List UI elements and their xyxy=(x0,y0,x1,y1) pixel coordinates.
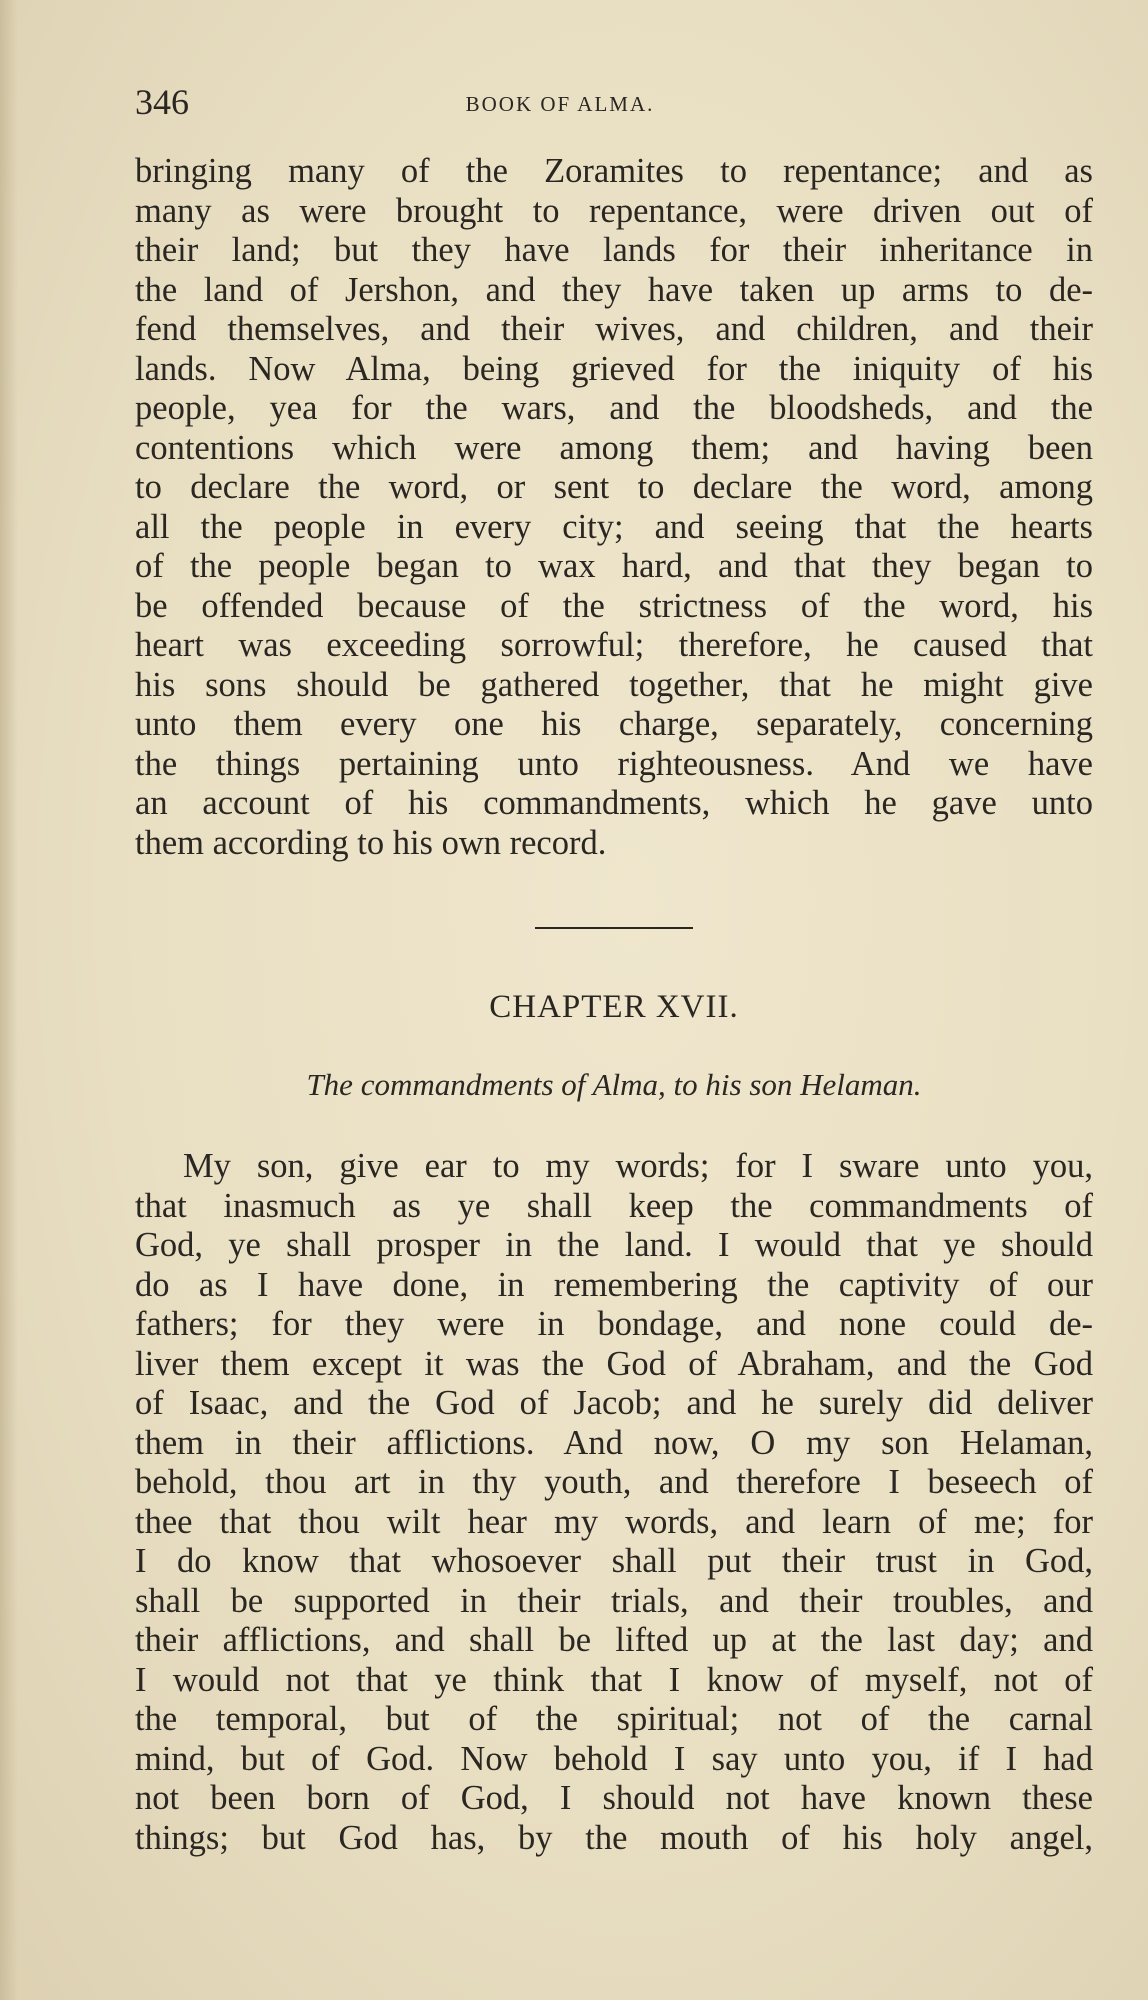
text-line: thee that thou wilt hear my words, and learn of me; for xyxy=(135,1502,1093,1541)
text-line: behold, thou art in thy youth, and therefore I beseech of xyxy=(135,1463,1093,1501)
text-line: of Isaac, and the God of Jacob; and he surely did deliver xyxy=(135,1384,1093,1422)
text-line: the land of Jershon, and they have taken up arms to de- xyxy=(135,270,1093,309)
paragraph-continuation xyxy=(135,152,1093,863)
text-line: many as were brought to repentance, were driven out of xyxy=(135,191,1093,230)
text-line: that inasmuch as ye shall keep the commandments of xyxy=(135,1186,1093,1225)
text-line: them in their afflictions. And now, O my son Helaman, xyxy=(135,1423,1093,1462)
text-line: the things pertaining unto righteousness. And we have xyxy=(135,744,1093,783)
text-line: bringing many of the Zoramites to repentance; and as xyxy=(135,152,1093,190)
text-line: to declare the word, or sent to declare the word, among xyxy=(135,468,1093,506)
running-head xyxy=(135,82,1095,122)
page-number: 346 xyxy=(135,82,189,122)
chapter-title: CHAPTER XVII. xyxy=(489,989,739,1025)
text-line: of the people began to wax hard, and that they began to xyxy=(135,547,1093,585)
text-line: them according to his own record. xyxy=(135,823,607,862)
text-line: I would not that ye think that I know of myself, not of xyxy=(135,1660,1093,1699)
text-line: God, ye shall prosper in the land. I would that ye should xyxy=(135,1226,1093,1264)
page-edge-shadow xyxy=(0,0,18,2000)
text-line: not been born of God, I should not have known these xyxy=(135,1779,1093,1817)
text-line: their afflictions, and shall be lifted up at the last day; and xyxy=(135,1621,1093,1659)
text-line: My son, give ear to my words; for I sware unto you, xyxy=(183,1147,1093,1185)
text-line: people, yea for the wars, and the bloodsheds, and the xyxy=(135,389,1093,427)
text-line: shall be supported in their trials, and their troubles, and xyxy=(135,1581,1093,1620)
text-line: mind, but of God. Now behold I say unto you, if I had xyxy=(135,1739,1093,1778)
text-line: liver them except it was the God of Abraham, and the God xyxy=(135,1344,1093,1383)
chapter-summary: The commandments of Alma, to his son Helaman. xyxy=(306,1067,922,1102)
text-line: contentions which were among them; and having been xyxy=(135,428,1093,467)
section-divider-rule xyxy=(535,927,693,929)
text-line: his sons should be gathered together, that he might give xyxy=(135,665,1093,704)
text-line: lands. Now Alma, being grieved for the iniquity of his xyxy=(135,349,1093,388)
text-line: fathers; for they were in bondage, and none could de- xyxy=(135,1305,1093,1343)
chapter-paragraph xyxy=(135,1147,1093,1858)
text-line: be offended because of the strictness of the word, his xyxy=(135,586,1093,625)
text-line: unto them every one his charge, separately, concerning xyxy=(135,705,1093,743)
text-line: all the people in every city; and seeing that the hearts xyxy=(135,507,1093,546)
text-line: fend themselves, and their wives, and children, and their xyxy=(135,310,1093,348)
book-title: BOOK OF ALMA. xyxy=(465,92,655,116)
text-line: things; but God has, by the mouth of his holy angel, xyxy=(135,1818,1093,1857)
text-line: their land; but they have lands for their inheritance in xyxy=(135,231,1093,269)
text-line: the temporal, but of the spiritual; not of the carnal xyxy=(135,1700,1093,1738)
text-line: I do know that whosoever shall put their trust in God, xyxy=(135,1542,1093,1580)
text-line: an account of his commandments, which he gave unto xyxy=(135,784,1093,822)
text-line: heart was exceeding sorrowful; therefore, he caused that xyxy=(135,626,1093,664)
text-line: do as I have done, in remembering the captivity of our xyxy=(135,1265,1093,1304)
